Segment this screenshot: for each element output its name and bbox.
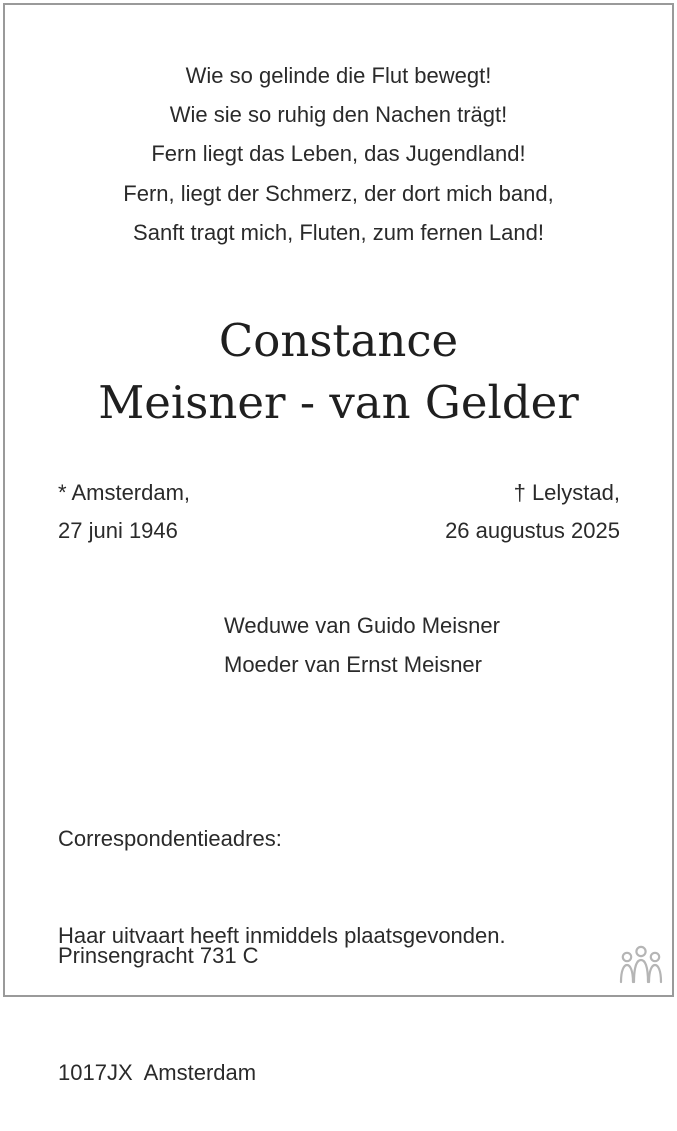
address-street: Prinsengracht 731 C bbox=[58, 943, 259, 968]
birth-date: 27 juni 1946 bbox=[58, 518, 178, 543]
poem-line: Sanft tragt mich, Fluten, zum fernen Land! bbox=[133, 219, 544, 245]
deceased-last-name: Meisner - van Gelder bbox=[98, 376, 579, 429]
death-date: 26 augustus 2025 bbox=[445, 518, 620, 543]
deceased-first-name: Constance bbox=[218, 314, 459, 367]
poem bbox=[0, 56, 677, 252]
poem-line: Fern liegt das Leben, das Jugendland! bbox=[151, 141, 526, 167]
poem-line: Fern, liegt der Schmerz, der dort mich band, bbox=[123, 180, 554, 206]
birth-info bbox=[58, 474, 190, 550]
address-label: Correspondentieadres: bbox=[58, 826, 282, 851]
funeral-notice: Haar uitvaart heeft inmiddels plaatsgevonden. bbox=[58, 923, 506, 948]
relation-line: Moeder van Ernst Meisner bbox=[224, 652, 482, 677]
relations bbox=[224, 606, 500, 684]
deceased-name bbox=[0, 310, 677, 434]
death-info bbox=[445, 474, 620, 550]
people-group-icon bbox=[618, 944, 664, 984]
birth-place: * Amsterdam, bbox=[58, 480, 191, 505]
death-place: † Lelystad, bbox=[513, 480, 620, 505]
address-city: 1017JX Amsterdam bbox=[58, 1060, 257, 1085]
poem-line: Wie sie so ruhig den Nachen trägt! bbox=[169, 102, 508, 128]
relation-line: Weduwe van Guido Meisner bbox=[224, 613, 500, 638]
poem-line: Wie so gelinde die Flut bewegt! bbox=[185, 63, 492, 88]
